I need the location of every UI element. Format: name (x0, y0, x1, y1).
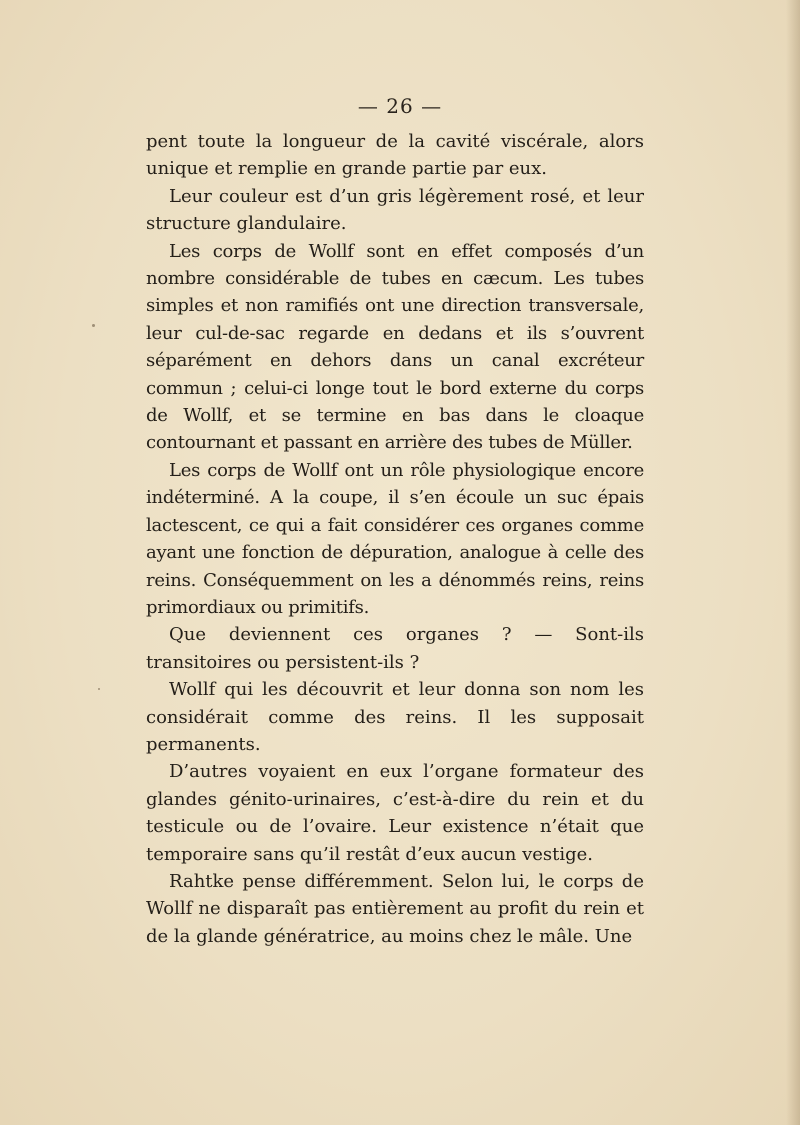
paragraph: Que deviennent ces organes ? — Sont-ils transitoires ou persistent-ils ? (146, 624, 644, 673)
body-text (146, 128, 644, 950)
page-number: — 26 — (357, 94, 443, 118)
paragraph: Les corps de Wollf sont en effet composés d’un nombre considérable de tubes en cæcum. Les tubes simples et non ramifiés ont une direction transversale, leur cul-de-sac regarde en dedans et ils s’ouvrent séparément en dehors dans un canal excréteur commun ; celui-ci longe tout le bord externe du corps de Wollf, et se termine en bas dans le cloaque contournant et passant en arrière des tubes de Müller. (146, 240, 644, 454)
paragraph: pent toute la longueur de la cavité viscérale, alors unique et remplie en grande partie par eux. (146, 131, 644, 180)
paragraph: Leur couleur est d’un gris légèrement rosé, et leur structure glandulaire. (146, 185, 644, 235)
paragraph: D’autres voyaient en eux l’organe formateur des glandes génito-urinaires, c’est-à-dire du rein et du testicule ou de l’ovaire. Leur existence n’était que temporaire sans qu’il restât d’eux aucun vestige. (146, 761, 644, 865)
paper-speck (98, 688, 100, 690)
paragraph: Les corps de Wollf ont un rôle physiologique encore indéterminé. A la coupe, il s’en écoule un suc épais lactescent, ce qui a fait considérer ces organes comme ayant une fonction de dépuration, analogue à celle des reins. Conséquemment on les a dénommés reins, reins primordiaux ou primitifs. (146, 459, 644, 618)
paragraph: Wollf qui les découvrit et leur donna son nom les considérait comme des reins. Il les supposait permanents. (146, 679, 644, 755)
page-edge-shadow (786, 0, 800, 1125)
paper-speck (92, 324, 95, 327)
paragraph: Rahtke pense différemment. Selon lui, le corps de Wollf ne disparaît pas entièrement au profit du rein et de la glande génératrice, au moins chez le mâle. Une (146, 870, 644, 947)
